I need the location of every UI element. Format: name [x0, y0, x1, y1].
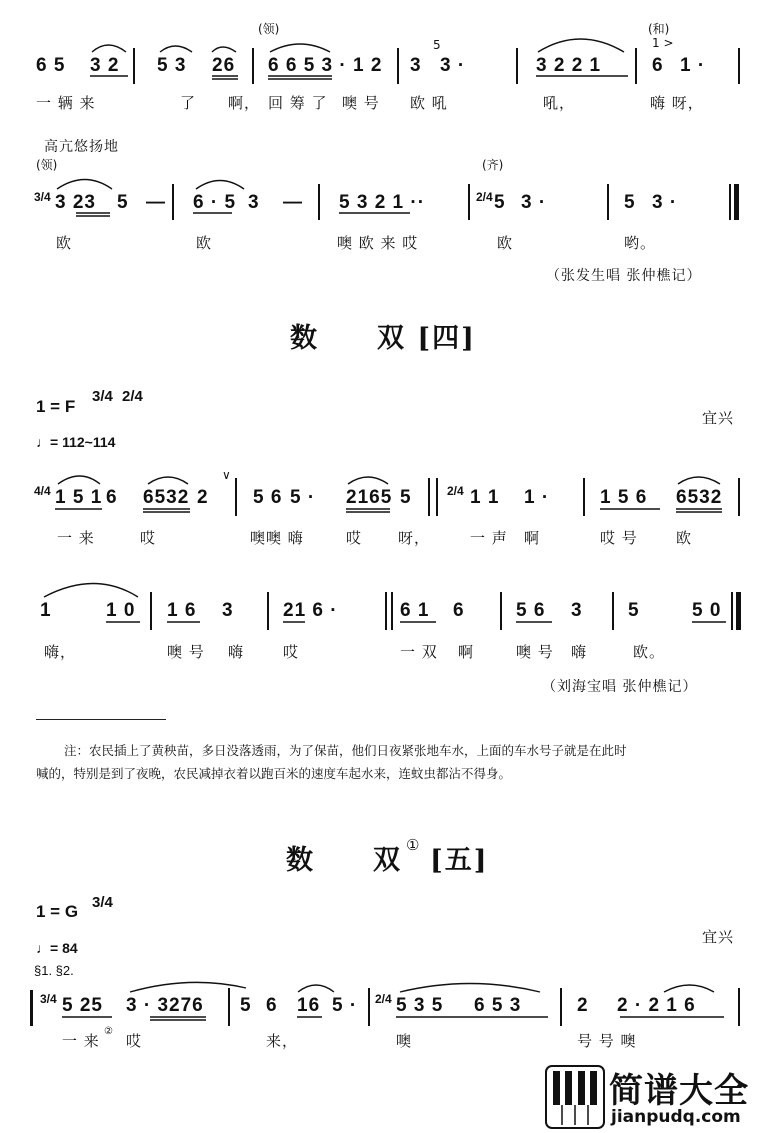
note-group: 5 — [624, 192, 636, 213]
lyric: 了 — [180, 94, 197, 112]
note-group: 6532 — [676, 487, 723, 508]
dash: — — [283, 192, 303, 213]
note-group: 2165 — [346, 487, 393, 508]
time-signature: 2/4 — [447, 484, 464, 498]
note-group: 6 5 3 — [474, 995, 522, 1016]
time-signature: 4/4 — [34, 484, 51, 498]
note-group: 5 0 — [692, 600, 722, 621]
lyric: 嗨 — [228, 643, 245, 661]
section-title-suffix: [五] — [430, 845, 489, 876]
note-group: 2 — [577, 995, 589, 1016]
time-signature: 2/4 — [476, 190, 493, 204]
note-group: 6532 — [143, 487, 190, 508]
lyric: 来， — [266, 1032, 299, 1050]
lyric: 啊， — [228, 94, 261, 112]
lyric: 呀， — [398, 529, 431, 547]
lyric: 欧。 — [633, 643, 666, 661]
lyric: 欧 — [196, 234, 213, 252]
label-qi: (齐) — [482, 158, 504, 172]
lyric: 哎 — [126, 1032, 143, 1050]
note-group: 1 · — [524, 487, 550, 508]
lyric: 一 声 — [470, 529, 508, 547]
time-signature: 2/4 — [122, 388, 143, 405]
lyric: 哎 — [140, 529, 157, 547]
note-group: 3 — [571, 600, 583, 621]
note-group: 1 5 6 — [600, 487, 648, 508]
credit: （刘海宝唱 张仲樵记） — [542, 679, 698, 695]
lyric: 啊 — [458, 643, 475, 661]
note-group: 5 3 2 1 ·· — [339, 192, 426, 213]
note-group: 6 — [652, 55, 664, 76]
note-group: 6 — [106, 487, 118, 508]
grace-note: 1 > — [652, 36, 674, 50]
note-group: 6 · 5 — [193, 192, 237, 213]
note-group: 5 · — [332, 995, 358, 1016]
credit: （张发生唱 张仲樵记） — [546, 268, 702, 284]
slur — [212, 47, 236, 52]
note-group: 6 6 5 3 · 1 2 — [268, 55, 383, 76]
lyric: 哟。 — [624, 234, 657, 252]
place-name: 宜兴 — [702, 928, 735, 946]
note-group: 1 5 1 — [55, 487, 103, 508]
brand-name: 简谱大全 — [609, 1071, 749, 1111]
slur — [44, 584, 138, 598]
lyric: 噢噢 嗨 — [250, 529, 304, 547]
slur — [664, 985, 714, 992]
lyric: 吼， — [543, 94, 576, 112]
note-group: 6 — [453, 600, 465, 621]
note-group: 5 3 — [157, 55, 187, 76]
note-group: 6 — [266, 995, 278, 1016]
note-group: 5 — [117, 192, 129, 213]
note-group: 5 6 — [253, 487, 283, 508]
site-watermark — [545, 1063, 760, 1129]
volta-marks: §1. §2. — [34, 963, 74, 978]
slur — [148, 477, 188, 484]
lyric: 嗨 呀， — [650, 94, 704, 112]
slur — [270, 44, 330, 52]
note-group: 16 — [297, 995, 321, 1016]
lyric: 噢 号 — [516, 643, 554, 661]
note-group: 2 · 2 1 6 — [617, 995, 696, 1016]
lyric: 号 号 噢 — [577, 1032, 637, 1050]
lyric: 一 来 — [57, 529, 95, 547]
note-group: 1 · — [680, 55, 706, 76]
note-group: 5 · — [290, 487, 316, 508]
note-group: 1 6 — [167, 600, 197, 621]
slur — [92, 45, 126, 52]
note-group: 2 — [197, 487, 209, 508]
time-signature: 3/4 — [34, 190, 51, 204]
lyric: 一 辆 来 — [36, 94, 96, 112]
slur — [298, 985, 334, 992]
dash: — — [146, 192, 166, 213]
lyric: 欧 吼 — [410, 94, 448, 112]
label-ling: (领) — [36, 158, 58, 172]
slur — [130, 982, 246, 992]
note-group: 5 3 5 — [396, 995, 444, 1016]
note-group: 3 — [410, 55, 422, 76]
note-group: 5 25 — [62, 995, 103, 1016]
note-group: 3 · 3276 — [126, 995, 204, 1016]
tempo-marking: ♩= 84 — [36, 940, 78, 956]
section-title: 数 双 — [286, 845, 402, 876]
note-group: 5 6 — [516, 600, 546, 621]
lyric: 回 筹 了 — [268, 94, 328, 112]
lyric: 哎 — [346, 529, 363, 547]
key-signature: 1 = G — [36, 902, 79, 921]
note-group: 3 · — [652, 192, 678, 213]
note-group: 6 5 — [36, 55, 66, 76]
grace-note: 5 — [433, 38, 441, 52]
note-group: 1 0 — [106, 600, 136, 621]
lyric: 一 来 — [62, 1032, 100, 1050]
lyric: 噢 号 — [167, 643, 205, 661]
note-group: 3 — [222, 600, 234, 621]
note-group: 21 6 · — [283, 600, 338, 621]
footnote-line: 喊的，特别是到了夜晚，农民减掉衣着以跑百米的速度车起水来，连蚊虫都沾不得身。 — [36, 766, 512, 781]
slur — [160, 46, 192, 52]
note-group: 3 — [248, 192, 260, 213]
slur — [400, 984, 540, 993]
note-group: 5 — [240, 995, 252, 1016]
slur — [538, 39, 624, 52]
label-ling: (领) — [258, 22, 280, 36]
lyric: 嗨， — [44, 643, 77, 661]
footnote-marker: ① — [406, 836, 420, 854]
time-signature: 3/4 — [92, 894, 113, 911]
tempo-marking: ♩= 112~114 — [36, 434, 116, 450]
slur — [678, 477, 720, 484]
lyric: 哎 — [283, 643, 300, 661]
slur — [58, 476, 100, 484]
place-name: 宜兴 — [702, 409, 735, 427]
note-group: 3 · — [440, 55, 466, 76]
lyric: 噢 — [396, 1032, 413, 1050]
lyric: 噢 欧 来 哎 — [337, 234, 419, 252]
note-group: 1 1 — [470, 487, 500, 508]
footnote-line: 注：农民插上了黄秧苗，多日没落透雨，为了保苗，他们日夜紧张地车水，上面的车水号子就是在此时 — [64, 743, 627, 758]
note-group: 3 2 2 1 — [536, 55, 602, 76]
piano-keys-icon — [545, 1065, 605, 1129]
note-group: 1 — [40, 600, 52, 621]
note-group: 5 — [628, 600, 640, 621]
note-group: 3 2 — [90, 55, 120, 76]
expression-mark: 高亢悠扬地 — [44, 139, 119, 155]
lyric: 哎 号 — [600, 529, 638, 547]
note-group: 26 — [212, 55, 236, 76]
lyric: 欧 — [497, 234, 514, 252]
lyric: 欧 — [676, 529, 693, 547]
footnote-marker: ② — [104, 1026, 113, 1037]
time-signature: 2/4 — [375, 992, 392, 1006]
slur — [348, 477, 388, 484]
note-group: 5 — [494, 192, 506, 213]
note-group: 5 — [400, 487, 412, 508]
lyric: 欧 — [56, 234, 73, 252]
breath-mark: ∨ — [222, 468, 231, 482]
lyric: 啊 — [524, 529, 541, 547]
lyric: 嗨 — [571, 643, 588, 661]
brand-url: jianpudq.com — [611, 1107, 741, 1127]
note-group: 3 23 — [55, 192, 96, 213]
lyric: 一 双 — [400, 643, 438, 661]
slur — [196, 181, 244, 190]
key-signature: 1 = F — [36, 397, 76, 416]
label-he: (和) — [648, 22, 670, 36]
time-signature: 3/4 — [40, 992, 57, 1006]
slur — [57, 180, 112, 190]
note-group: 3 · — [521, 192, 547, 213]
section-title: 数 双 [四] — [290, 323, 476, 354]
time-signature: 3/4 — [92, 388, 113, 405]
note-group: 6 1 — [400, 600, 430, 621]
lyric: 噢 号 — [342, 94, 380, 112]
